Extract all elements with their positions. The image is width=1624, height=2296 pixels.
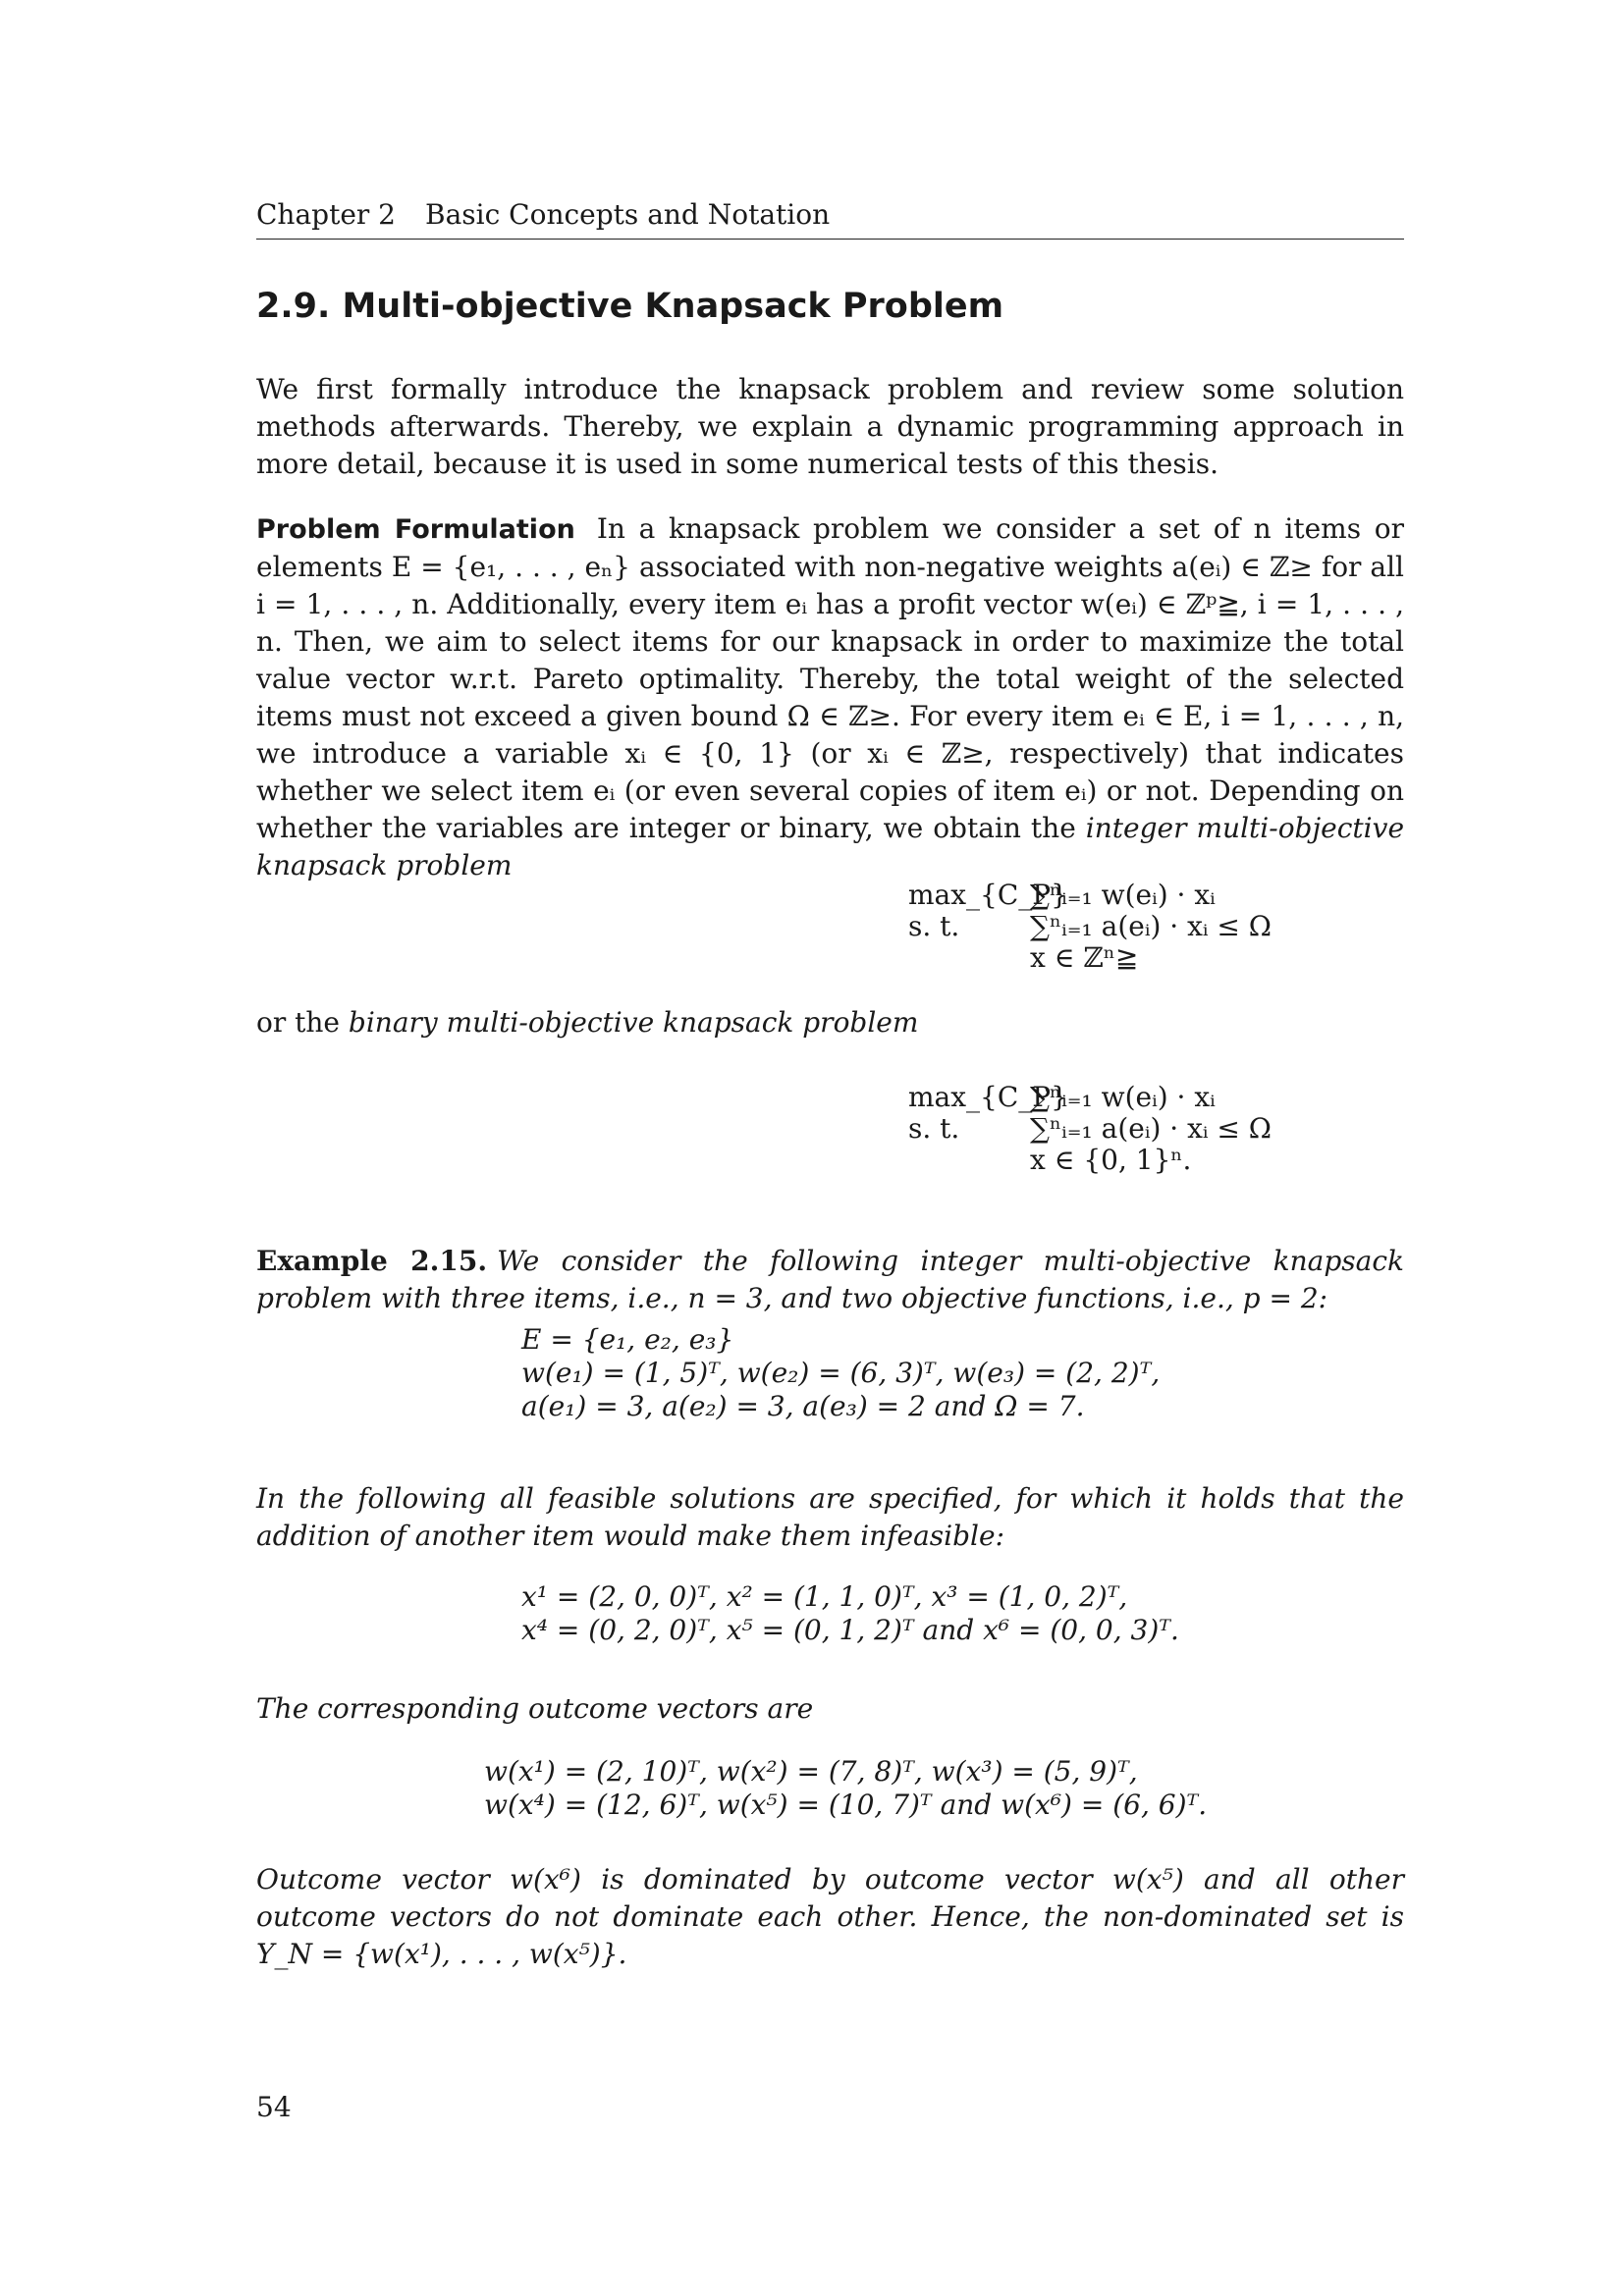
problem-formulation-text: In a knapsack problem we consider a set of n items or elements E = {e₁, . . . , eₙ} associated with non-negative weights a(eᵢ) ∈ ℤ≥ for all i = 1, . . . , n. Additionally, every item eᵢ has a profit vector w(eᵢ) ∈ ℤᵖ≧, i = 1, . . . , n. Then, we aim to select items for our knapsack in order to maximize the total value vector w.r.t. Pareto optimality. Thereby, the total weight of the selected items must not exceed a given bound Ω ∈ ℤ≥. For every item eᵢ ∈ E, i = 1, . . . , n, we introduce a variable xᵢ ∈ {0, 1} (or xᵢ ∈ ℤ≥, respectively) that indicates whether we select item eᵢ (or even several copies of item eᵢ) or not. Depending on whether the variables are integer or binary, we obtain the	[256, 512, 1404, 844]
solution-line: x¹ = (2, 0, 0)ᵀ, x² = (1, 1, 0)ᵀ, x³ = (1, 0, 2)ᵀ,	[521, 1580, 1128, 1613]
weight-constraint: ∑ⁿᵢ₌₁ a(eᵢ) · xᵢ ≤ Ω	[1030, 1112, 1272, 1145]
example-data-line: w(e₁) = (1, 5)ᵀ, w(e₂) = (6, 3)ᵀ, w(e₃) = (2, 2)ᵀ,	[521, 1357, 1161, 1389]
example-data-line: E = {e₁, e₂, e₃}	[521, 1323, 734, 1356]
or-prefix: or the	[256, 1006, 340, 1039]
integer-problem-label: integer multi-objective knapsack problem	[256, 812, 1405, 881]
conclusion-paragraph: Outcome vector w(x⁶) is dominated by outcome vector w(x⁵) and all other outcome vectors do not dominate each other. Hence, the non-dominated set is Y_N = {w(x¹), . . . , w(x⁵)}.	[256, 1863, 1404, 1970]
example-paragraph	[256, 1243, 1404, 1317]
max-label: max_{C_P}	[908, 879, 1068, 911]
example-data-line: a(e₁) = 3, a(e₂) = 3, a(e₃) = 2 and Ω = 7.	[521, 1390, 1085, 1422]
st-label: s. t.	[908, 910, 960, 942]
example-heading: Example 2.15.	[256, 1245, 488, 1277]
or-paragraph	[256, 1004, 1404, 1041]
objective: ∑ⁿᵢ₌₁ w(eᵢ) · xᵢ	[1030, 1081, 1216, 1113]
intro-paragraph: We first formally introduce the knapsack problem and review some solution methods afterwards. Thereby, we explain a dynamic programming approach in more detail, because it is used in some numerical tests of this thesis.	[256, 373, 1404, 480]
outcomes-block	[484, 1755, 1207, 1822]
outcome-line: w(x¹) = (2, 10)ᵀ, w(x²) = (7, 8)ᵀ, w(x³) = (5, 9)ᵀ,	[484, 1755, 1138, 1788]
integer-problem-formulation	[908, 880, 1272, 974]
example-text: We consider the following integer multi-objective knapsack problem with three items, i.e., n = 3, and two objective functions, i.e., p = 2:	[256, 1245, 1404, 1314]
problem-formulation-paragraph	[256, 510, 1404, 884]
solution-line: x⁴ = (0, 2, 0)ᵀ, x⁵ = (0, 1, 2)ᵀ and x⁶ = (0, 0, 3)ᵀ.	[521, 1614, 1179, 1646]
weight-constraint: ∑ⁿᵢ₌₁ a(eᵢ) · xᵢ ≤ Ω	[1030, 910, 1272, 942]
objective: ∑ⁿᵢ₌₁ w(eᵢ) · xᵢ	[1030, 879, 1216, 911]
example-data-block	[521, 1323, 1160, 1423]
solutions-block	[521, 1580, 1179, 1647]
binary-problem-formulation	[908, 1082, 1272, 1176]
chapter-label: Chapter 2	[256, 198, 396, 231]
feasible-paragraph: In the following all feasible solutions are specified, for which it holds that the addition of another item would make them infeasible:	[256, 1482, 1404, 1552]
running-header	[256, 198, 1404, 240]
domain-constraint: x ∈ {0, 1}ⁿ.	[1030, 1144, 1192, 1176]
domain-constraint: x ∈ ℤⁿ≧	[1030, 941, 1139, 974]
page	[256, 0, 1404, 2296]
section-title: 2.9. Multi-objective Knapsack Problem	[256, 287, 1004, 326]
problem-formulation-keyword: Problem Formulation	[256, 514, 575, 545]
st-label: s. t.	[908, 1112, 960, 1145]
outcome-line: w(x⁴) = (12, 6)ᵀ, w(x⁵) = (10, 7)ᵀ and w(x⁶) = (6, 6)ᵀ.	[484, 1789, 1208, 1821]
page-number: 54	[256, 2091, 292, 2123]
outcome-paragraph: The corresponding outcome vectors are	[256, 1692, 814, 1725]
chapter-title: Basic Concepts and Notation	[425, 198, 831, 231]
max-label: max_{C_P}	[908, 1081, 1068, 1113]
binary-problem-label: binary multi-objective knapsack problem	[348, 1006, 919, 1039]
